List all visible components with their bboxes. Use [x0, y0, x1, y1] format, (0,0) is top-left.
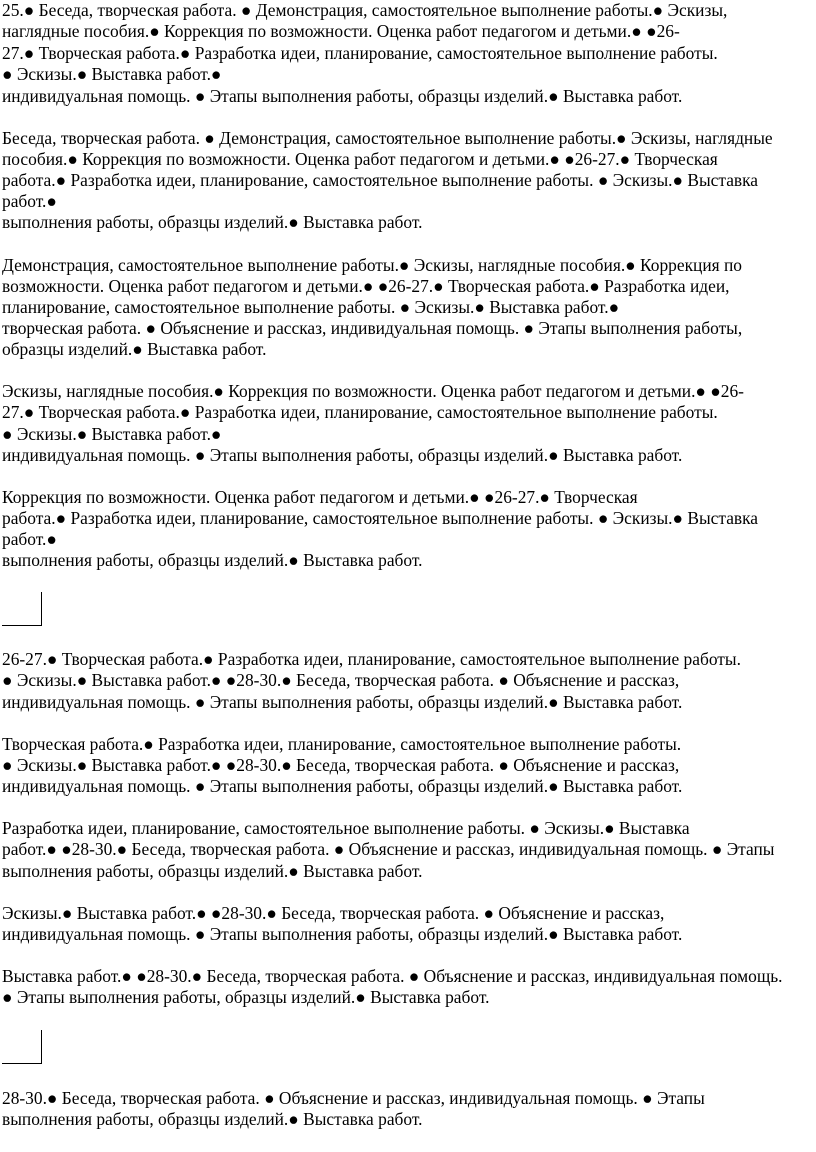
text-line: Демонстрация, самостоятельное выполнение работы.● Эскизы, наглядные пособия.● Коррекция по [2, 255, 742, 275]
text-line: пособия.● Коррекция по возможности. Оценка работ педагогом и детьми.● ●26-27.● Творческая [2, 149, 718, 169]
text-line: работа.● Разработка идеи, планирование, самостоятельное выполнение работы. ● Эскизы.● Выставка [2, 170, 759, 190]
text-line: Коррекция по возможности. Оценка работ педагогом и детьми.● ●26-27.● Творческая [2, 487, 638, 507]
text-line: наглядные пособия.● Коррекция по возможности. Оценка работ педагогом и детьми.● ●26- [2, 21, 680, 41]
text-line: ● Эскизы.● Выставка работ.● [2, 64, 222, 84]
text-line: Эскизы, наглядные пособия.● Коррекция по возможности. Оценка работ педагогом и детьми.● ●26- [2, 381, 744, 401]
text-line: 28-30.● Беседа, творческая работа. ● Объяснение и рассказ, индивидуальная помощь. ● Этапы [2, 1088, 705, 1108]
text-line: Разработка идеи, планирование, самостоятельное выполнение работы. ● Эскизы.● Выставка [2, 818, 690, 838]
text-line: индивидуальная помощь. ● Этапы выполнения работы, образцы изделий.● Выставка работ. [2, 692, 683, 712]
text-line: 26-27.● Творческая работа.● Разработка идеи, планирование, самостоятельное выполнение работы. [2, 649, 741, 669]
text-line: 27.● Творческая работа.● Разработка идеи, планирование, самостоятельное выполнение работы. [2, 43, 718, 63]
text-line: Беседа, творческая работа. ● Демонстрация, самостоятельное выполнение работы.● Эскизы, наглядные [2, 128, 773, 148]
text-line: выполнения работы, образцы изделий.● Выставка работ. [2, 861, 423, 881]
text-line: творческая работа. ● Объяснение и рассказ, индивидуальная помощь. ● Этапы выполнения работы, [2, 318, 743, 338]
corner-mark [2, 1030, 42, 1064]
text-line: ● Эскизы.● Выставка работ.● ●28-30.● Беседа, творческая работа. ● Объяснение и рассказ, [2, 670, 680, 690]
text-line: ● Эскизы.● Выставка работ.● [2, 424, 222, 444]
text-line: ● Эскизы.● Выставка работ.● ●28-30.● Беседа, творческая работа. ● Объяснение и рассказ, [2, 755, 680, 775]
text-line: индивидуальная помощь. ● Этапы выполнения работы, образцы изделий.● Выставка работ. [2, 776, 683, 796]
corner-mark [2, 592, 42, 626]
text-line: Творческая работа.● Разработка идеи, планирование, самостоятельное выполнение работы. [2, 734, 682, 754]
text-line: работ.● ●28-30.● Беседа, творческая работа. ● Объяснение и рассказ, индивидуальная помощь. ● Этапы [2, 839, 775, 859]
text-line: работ.● [2, 529, 57, 549]
text-line: Эскизы.● Выставка работ.● ●28-30.● Беседа, творческая работа. ● Объяснение и рассказ, [2, 903, 665, 923]
text-line: выполнения работы, образцы изделий.● Выставка работ. [2, 1109, 423, 1129]
text-line: ● Этапы выполнения работы, образцы изделий.● Выставка работ. [2, 987, 490, 1007]
text-line: работ.● [2, 191, 57, 211]
text-line: 27.● Творческая работа.● Разработка идеи, планирование, самостоятельное выполнение работы. [2, 402, 718, 422]
text-line: Выставка работ.● ●28-30.● Беседа, творческая работа. ● Объяснение и рассказ, индивидуальная помощь. [2, 966, 783, 986]
text-line: образцы изделий.● Выставка работ. [2, 339, 267, 359]
text-line: индивидуальная помощь. ● Этапы выполнения работы, образцы изделий.● Выставка работ. [2, 445, 683, 465]
text-line: выполнения работы, образцы изделий.● Выставка работ. [2, 550, 423, 570]
text-line: индивидуальная помощь. ● Этапы выполнения работы, образцы изделий.● Выставка работ. [2, 86, 683, 106]
text-line: планирование, самостоятельное выполнение работы. ● Эскизы.● Выставка работ.● [2, 297, 620, 317]
text-line: выполнения работы, образцы изделий.● Выставка работ. [2, 212, 423, 232]
text-line: возможности. Оценка работ педагогом и детьми.● ●26-27.● Творческая работа.● Разработка идеи, [2, 276, 730, 296]
text-line: индивидуальная помощь. ● Этапы выполнения работы, образцы изделий.● Выставка работ. [2, 924, 683, 944]
text-line: работа.● Разработка идеи, планирование, самостоятельное выполнение работы. ● Эскизы.● Выставка [2, 508, 759, 528]
text-line: 25.● Беседа, творческая работа. ● Демонстрация, самостоятельное выполнение работы.● Эскизы, [2, 0, 728, 20]
